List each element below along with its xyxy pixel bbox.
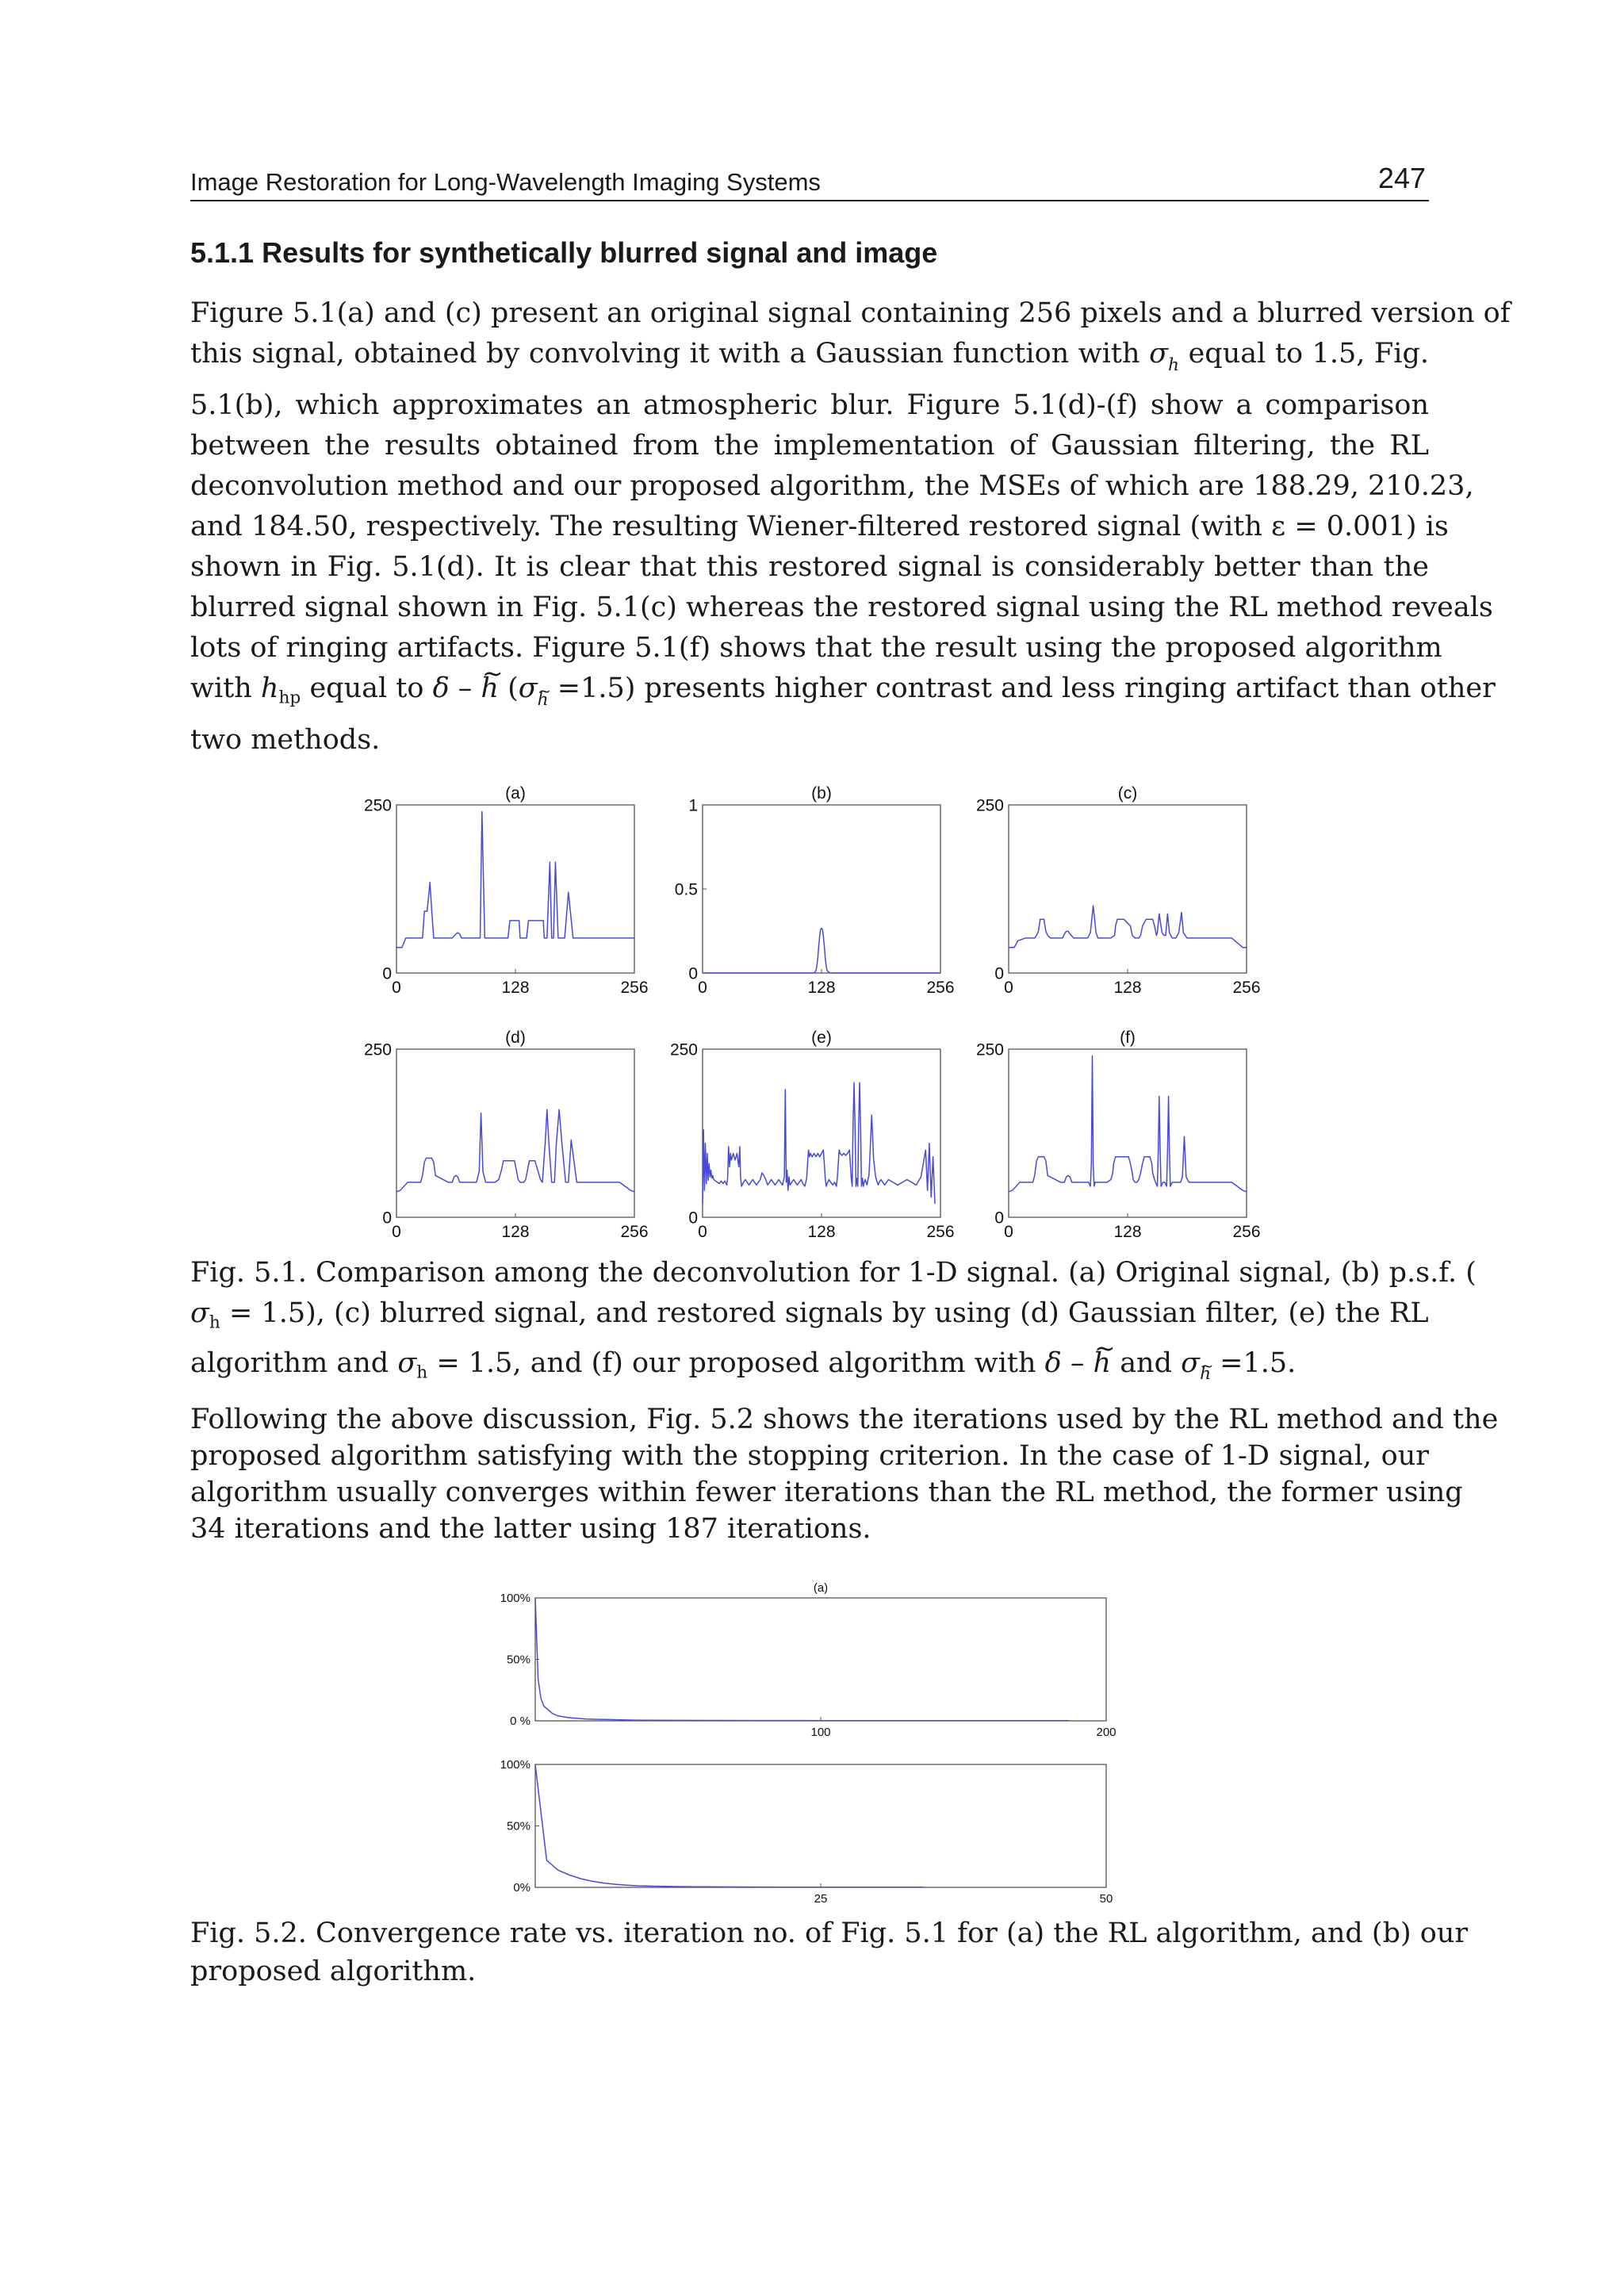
text-run: this signal, obtained by convolving it with a Gaussian function with — [190, 338, 1140, 370]
caption-line: Fig. 5.2. Convergence rate vs. iteration no. of Fig. 5.1 for (a) the RL algorithm, and (b) our — [190, 1917, 1469, 1949]
y-tick-label: 0 % — [510, 1714, 530, 1728]
paragraph-line: between the results obtained from the implementation of Gaussian filtering, the RL — [190, 429, 1429, 462]
delta-minus-h-tilde: δ – h ~ — [433, 672, 499, 704]
y-tick-label: 50% — [506, 1819, 530, 1833]
y-tick-label: 100% — [500, 1758, 530, 1772]
y-tick-label: 0 — [994, 964, 1004, 983]
chart-panel-0 — [364, 784, 649, 997]
paragraph-line: lots of ringing artifacts. Figure 5.1(f) shows that the result using the proposed algorithm — [190, 631, 1442, 664]
chart-title: (e) — [811, 1029, 832, 1047]
y-tick-label: 0 — [688, 1209, 698, 1228]
chart-panel-4 — [670, 1029, 955, 1241]
series-line — [396, 1109, 634, 1192]
x-tick-label: 128 — [501, 1223, 530, 1241]
plot-frame — [1009, 1049, 1247, 1217]
paragraph-line — [190, 334, 1429, 385]
chart-title: (a) — [813, 1581, 829, 1595]
y-tick-label: 1 — [688, 796, 698, 815]
figure-5-1-caption — [190, 1253, 1477, 1394]
running-title: Image Restoration for Long-Wavelength Imaging Systems — [190, 168, 821, 196]
series-line — [703, 1082, 935, 1204]
paragraph-line: shown in Fig. 5.1(d). It is clear that this restored signal is considerably better than the — [190, 550, 1429, 583]
y-tick-label: 250 — [975, 796, 1004, 815]
x-tick-label: 256 — [1232, 1223, 1261, 1241]
y-tick-label: 250 — [669, 1040, 698, 1059]
paragraph-line: and 184.50, respectively. The resulting Wiener-filtered restored signal (with ε = 0.001) is — [190, 510, 1449, 542]
paragraph-line: 34 iterations and the latter using 187 iterations. — [190, 1513, 871, 1545]
series-line — [396, 812, 634, 948]
y-tick-label: 250 — [975, 1040, 1004, 1059]
figure-5-1 — [333, 761, 1269, 1245]
plot-frame — [396, 1049, 634, 1217]
paragraph-line: Following the above discussion, Fig. 5.2 shows the iterations used by the RL method and the — [190, 1404, 1499, 1435]
running-header — [190, 155, 1429, 201]
x-tick-label: 50 — [1099, 1892, 1113, 1906]
paragraph-line: Figure 5.1(a) and (c) present an original signal containing 256 pixels and a blurred version of — [190, 297, 1511, 329]
plot-frame — [535, 1598, 1106, 1721]
chart-panel-7 — [500, 1758, 1113, 1906]
h-hp-symbol: $h_{hp}$ — [260, 672, 301, 708]
series-line — [703, 929, 940, 973]
series-line — [1009, 1056, 1247, 1192]
paragraph-1 — [190, 293, 1511, 760]
chart-panel-1 — [675, 784, 955, 997]
paragraph-line: 5.1(b), which approximates an atmospheric blur. Figure 5.1(d)-(f) show a comparison — [190, 389, 1429, 421]
x-tick-label: 200 — [1096, 1726, 1116, 1739]
y-tick-label: 250 — [363, 796, 392, 815]
x-tick-label: 100 — [810, 1726, 831, 1739]
chart-title: (b) — [811, 784, 832, 803]
y-tick-label: 250 — [363, 1040, 392, 1059]
x-tick-label: 0 — [1004, 1223, 1013, 1241]
x-tick-label: 256 — [1232, 979, 1261, 997]
x-tick-label: 256 — [620, 979, 649, 997]
x-tick-label: 0 — [392, 979, 401, 997]
chart-panel-2 — [976, 784, 1261, 997]
plot-frame — [703, 1049, 940, 1217]
plot-frame — [703, 805, 940, 973]
x-tick-label: 256 — [926, 1223, 955, 1241]
section-heading: 5.1.1 Results for synthetically blurred signal and image — [190, 236, 938, 269]
y-tick-label: 50% — [506, 1653, 530, 1667]
figure-5-2-caption — [190, 1914, 1469, 1990]
caption-line: algorithm and $\sigma_h = 1.5$, and (f) our proposed algorithm with δ – h ~ and σh ~ =1.5. — [190, 1343, 1429, 1395]
caption-line: Fig. 5.1. Comparison among the deconvolution for 1-D signal. (a) Original signal, (b) p.s.f. ( — [190, 1257, 1477, 1289]
x-tick-label: 0 — [392, 1223, 401, 1241]
caption-line: $\sigma_h = 1.5$), (c) blurred signal, and restored signals by using (d) Gaussian filter, (e) the RL — [190, 1297, 1429, 1333]
chart-title: (d) — [505, 1029, 526, 1047]
x-tick-label: 128 — [1113, 1223, 1142, 1241]
y-tick-label: 100% — [500, 1592, 530, 1605]
series-line — [1009, 906, 1247, 948]
plot-frame — [396, 805, 634, 973]
x-tick-label: 0 — [1004, 979, 1013, 997]
paragraph-line: deconvolution method and our proposed algorithm, the MSEs of which are 188.29, 210.23, — [190, 469, 1474, 502]
chart-panel-3 — [364, 1029, 649, 1241]
chart-panel-5 — [976, 1029, 1261, 1241]
caption-line: proposed algorithm. — [190, 1956, 477, 1987]
x-tick-label: 128 — [807, 1223, 836, 1241]
paragraph-line: algorithm usually converges within fewer iterations than the RL method, the former using — [190, 1477, 1463, 1508]
y-tick-label: 0 — [382, 964, 392, 983]
chart-panel-6 — [500, 1581, 1116, 1739]
y-tick-label: 0 — [382, 1209, 392, 1228]
paragraph-line: with $h_{hp}$ equal to δ – h ~ (σh ~ =1.5) presents higher contrast and less ringing artifact than other — [190, 669, 1429, 720]
y-tick-label: 0 — [994, 1209, 1004, 1228]
x-tick-label: 128 — [807, 979, 836, 997]
paragraph-line: blurred signal shown in Fig. 5.1(c) whereas the restored signal using the RL method reveals — [190, 591, 1493, 623]
plot-frame — [1009, 805, 1247, 973]
x-tick-label: 0 — [698, 1223, 707, 1241]
x-tick-label: 25 — [814, 1892, 828, 1906]
x-tick-label: 256 — [620, 1223, 649, 1241]
plot-frame — [535, 1764, 1106, 1887]
series-line — [535, 1598, 1069, 1721]
x-tick-label: 256 — [926, 979, 955, 997]
paragraph-line: proposed algorithm satisfying with the stopping criterion. In the case of 1-D signal, our — [190, 1440, 1429, 1472]
chart-title: (f) — [1120, 1029, 1136, 1047]
y-tick-label: 0% — [513, 1881, 530, 1894]
chart-title: (a) — [505, 784, 526, 803]
text-run: equal to 1.5, Fig. — [1188, 338, 1429, 370]
series-line — [535, 1764, 924, 1887]
paragraph-line: two methods. — [190, 723, 381, 756]
sigma-h-tilde-symbol: σh ~ — [519, 672, 549, 704]
x-tick-label: 128 — [1113, 979, 1142, 997]
x-tick-label: 128 — [501, 979, 530, 997]
page-number: 247 — [1377, 162, 1426, 194]
y-tick-label: 0 — [688, 964, 698, 983]
paragraph-2 — [190, 1401, 1499, 1547]
x-tick-label: 0 — [698, 979, 707, 997]
sigma-h-symbol: $\sigma_h$ — [1149, 338, 1179, 375]
figure-5-2 — [468, 1574, 1126, 1907]
chart-title: (c) — [1117, 784, 1138, 803]
y-tick-label: 0.5 — [674, 880, 698, 899]
